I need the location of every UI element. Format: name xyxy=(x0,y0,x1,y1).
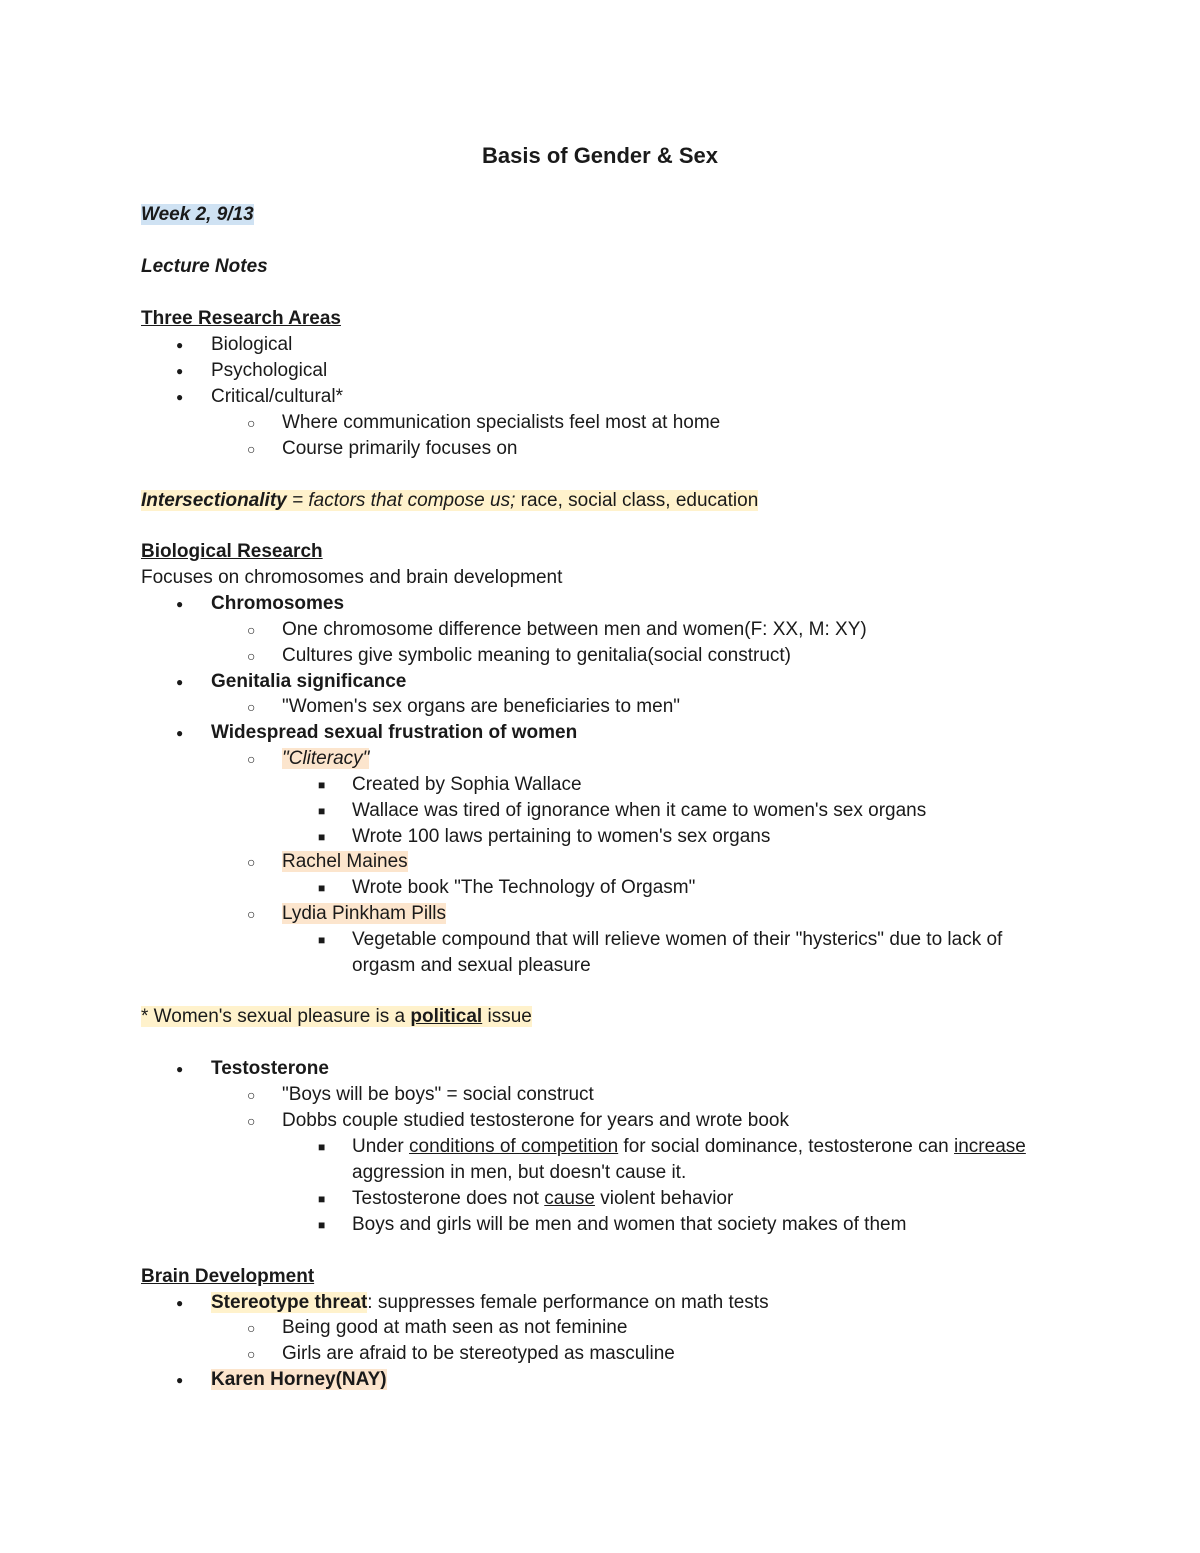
bullet-dot-icon: ● xyxy=(176,1062,184,1076)
bullet-dot-icon: ● xyxy=(176,1373,184,1387)
lecture-notes-heading: Lecture Notes xyxy=(141,256,268,277)
list-item: Cultures give symbolic meaning to genitalia(social construct) xyxy=(282,645,792,666)
list-item-continuation: aggression in men, but doesn't cause it. xyxy=(352,1162,687,1183)
bullet-circle-icon: ○ xyxy=(247,415,256,431)
bullet-circle-icon: ○ xyxy=(247,648,256,664)
bullet-circle-icon: ○ xyxy=(247,622,256,638)
bullet-dot-icon: ● xyxy=(176,390,184,404)
bullet-circle-icon: ○ xyxy=(247,1087,256,1103)
list-item: Rachel Maines xyxy=(282,851,408,872)
bullet-square-icon: ■ xyxy=(318,1140,326,1154)
bullet-square-icon: ■ xyxy=(318,933,326,947)
list-item: Testosterone does not cause violent behavior xyxy=(352,1188,734,1209)
list-item: Created by Sophia Wallace xyxy=(352,774,582,795)
list-item: Chromosomes xyxy=(211,593,345,614)
list-item: Critical/cultural* xyxy=(211,386,343,407)
list-item: Being good at math seen as not feminine xyxy=(282,1317,628,1338)
list-item: Wrote 100 laws pertaining to women's sex organs xyxy=(352,826,771,847)
list-item: Psychological xyxy=(211,360,328,381)
list-item: Biological xyxy=(211,334,293,355)
bullet-circle-icon: ○ xyxy=(247,699,256,715)
biological-intro: Focuses on chromosomes and brain development xyxy=(141,567,563,588)
bullet-square-icon: ■ xyxy=(318,1192,326,1206)
intersectionality-definition: Intersectionality = factors that compose us; race, social class, education xyxy=(141,490,759,511)
bullet-square-icon: ■ xyxy=(318,1218,326,1232)
bullet-dot-icon: ● xyxy=(176,675,184,689)
list-item: Dobbs couple studied testosterone for years and wrote book xyxy=(282,1110,789,1131)
bullet-dot-icon: ● xyxy=(176,338,184,352)
list-item-continuation: orgasm and sexual pleasure xyxy=(352,955,591,976)
bullet-square-icon: ■ xyxy=(318,830,326,844)
list-item: Girls are afraid to be stereotyped as masculine xyxy=(282,1343,675,1364)
research-areas-heading: Three Research Areas xyxy=(141,308,341,329)
list-item: "Boys will be boys" = social construct xyxy=(282,1084,594,1105)
list-item: Boys and girls will be men and women that society makes of them xyxy=(352,1214,907,1235)
list-item: Testosterone xyxy=(211,1058,329,1079)
biological-research-heading: Biological Research xyxy=(141,541,323,562)
bullet-dot-icon: ● xyxy=(176,597,184,611)
bullet-circle-icon: ○ xyxy=(247,441,256,457)
bullet-square-icon: ■ xyxy=(318,778,326,792)
list-item: Wrote book "The Technology of Orgasm" xyxy=(352,877,696,898)
list-item: "Cliteracy" xyxy=(282,748,370,769)
list-item: Wallace was tired of ignorance when it came to women's sex organs xyxy=(352,800,927,821)
list-item: Course primarily focuses on xyxy=(282,438,518,459)
list-item: One chromosome difference between men and women(F: XX, M: XY) xyxy=(282,619,867,640)
bullet-circle-icon: ○ xyxy=(247,1320,256,1336)
bullet-dot-icon: ● xyxy=(176,1296,184,1310)
list-item: Genitalia significance xyxy=(211,671,407,692)
bullet-square-icon: ■ xyxy=(318,881,326,895)
list-item: Karen Horney(NAY) xyxy=(211,1369,387,1390)
list-item: Vegetable compound that will relieve women of their "hysterics" due to lack of xyxy=(352,929,1003,950)
list-item: Stereotype threat: suppresses female performance on math tests xyxy=(211,1292,769,1313)
bullet-circle-icon: ○ xyxy=(247,1346,256,1362)
bullet-circle-icon: ○ xyxy=(247,906,256,922)
political-note: * Women's sexual pleasure is a political issue xyxy=(141,1006,532,1027)
list-item: "Women's sex organs are beneficiaries to men" xyxy=(282,696,681,717)
list-item: Lydia Pinkham Pills xyxy=(282,903,447,924)
week-label: Week 2, 9/13 xyxy=(141,204,254,225)
bullet-square-icon: ■ xyxy=(318,804,326,818)
brain-development-heading: Brain Development xyxy=(141,1266,315,1287)
list-item: Under conditions of competition for social dominance, testosterone can increase xyxy=(352,1136,1026,1157)
list-item: Widespread sexual frustration of women xyxy=(211,722,578,743)
list-item: Where communication specialists feel most at home xyxy=(282,412,721,433)
bullet-dot-icon: ● xyxy=(176,364,184,378)
bullet-circle-icon: ○ xyxy=(247,751,256,767)
bullet-dot-icon: ● xyxy=(176,726,184,740)
bullet-circle-icon: ○ xyxy=(247,854,256,870)
document-title: Basis of Gender & Sex xyxy=(482,143,718,168)
bullet-circle-icon: ○ xyxy=(247,1113,256,1129)
